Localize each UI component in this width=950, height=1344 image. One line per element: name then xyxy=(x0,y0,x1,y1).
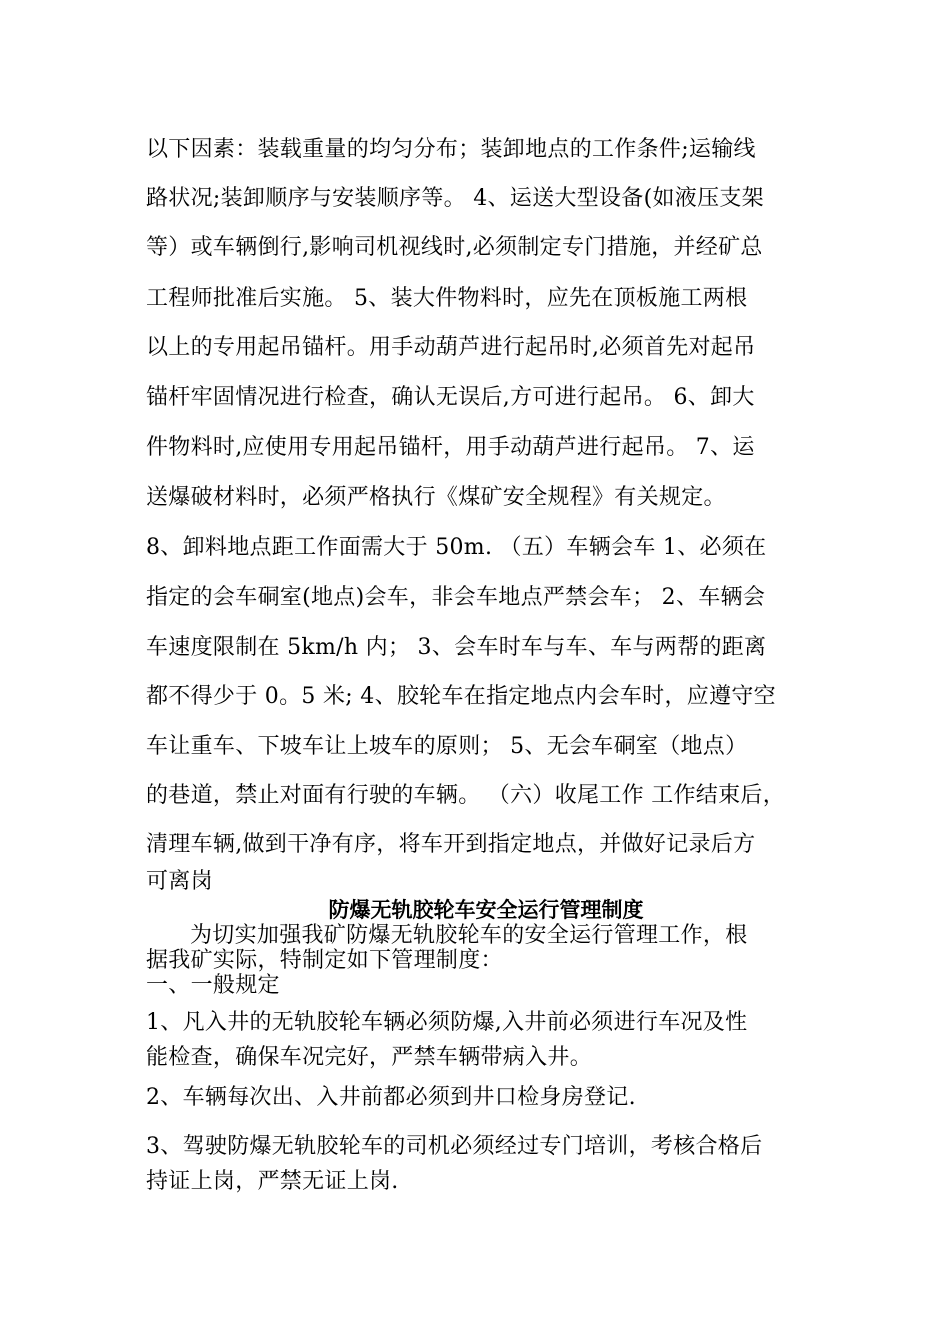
text-line: 车让重车、下坡车让上坡车的原则； 5、无会车硐室（地点） xyxy=(146,734,748,759)
text-line: 工程师批准后实施。 5、装大件物料时，应先在顶板施工两根 xyxy=(146,286,748,311)
text-line: 8、卸料地点距工作面需大于 50m. （五）车辆会车 1、必须在 xyxy=(146,535,767,560)
text-line: 的巷道，禁止对面有行驶的车辆。 （六）收尾工作 工作结束后， xyxy=(146,783,785,808)
section-title: 防爆无轨胶轮车安全运行管理制度 xyxy=(328,897,644,922)
rule-line: 1、凡入井的无轨胶轮车辆必须防爆,入井前必须进行车况及性 xyxy=(146,1010,748,1035)
rule-line: 持证上岗，严禁无证上岗. xyxy=(146,1169,399,1194)
text-line: 件物料时,应使用专用起吊锚杆，用手动葫芦进行起吊。 7、运 xyxy=(146,435,755,460)
text-line: 都不得少于 0。5 米; 4、胶轮车在指定地点内会车时，应遵守空 xyxy=(146,684,776,709)
text-line: 可离岗 xyxy=(146,869,213,894)
rule-line: 3、驾驶防爆无轨胶轮车的司机必须经过专门培训，考核合格后 xyxy=(146,1134,763,1159)
text-line: 车速度限制在 5km/h 内； 3、会车时车与车、车与两帮的距离 xyxy=(146,635,767,660)
text-line: 以下因素：装载重量的均匀分布；装卸地点的工作条件;运输线 xyxy=(146,137,756,162)
text-line: 清理车辆,做到干净有序，将车开到指定地点，并做好记录后方 xyxy=(146,832,756,857)
text-line: 以上的专用起吊锚杆。用手动葫芦进行起吊时,必须首先对起吊 xyxy=(146,335,756,360)
rule-line: 能检查，确保车况完好，严禁车辆带病入井。 xyxy=(146,1045,593,1070)
text-line: 等）或车辆倒行,影响司机视线时,必须制定专门措施，并经矿总 xyxy=(146,235,763,260)
intro-line: 据我矿实际，特制定如下管理制度： xyxy=(146,948,503,973)
intro-line: 为切实加强我矿防爆无轨胶轮车的安全运行管理工作，根 xyxy=(190,923,748,948)
section-heading: 一、一般规定 xyxy=(146,973,280,998)
text-line: 路状况;装卸顺序与安装顺序等。 4、运送大型设备(如液压支架 xyxy=(146,186,764,211)
rule-line: 2、车辆每次出、入井前都必须到井口检身房登记. xyxy=(146,1085,636,1110)
text-line: 送爆破材料时，必须严格执行《煤矿安全规程》有关规定。 xyxy=(146,485,726,510)
text-line: 锚杆牢固情况进行检查，确认无误后,方可进行起吊。 6、卸大 xyxy=(146,385,755,410)
text-line: 指定的会车硐室(地点)会车，非会车地点严禁会车； 2、车辆会 xyxy=(146,585,766,610)
